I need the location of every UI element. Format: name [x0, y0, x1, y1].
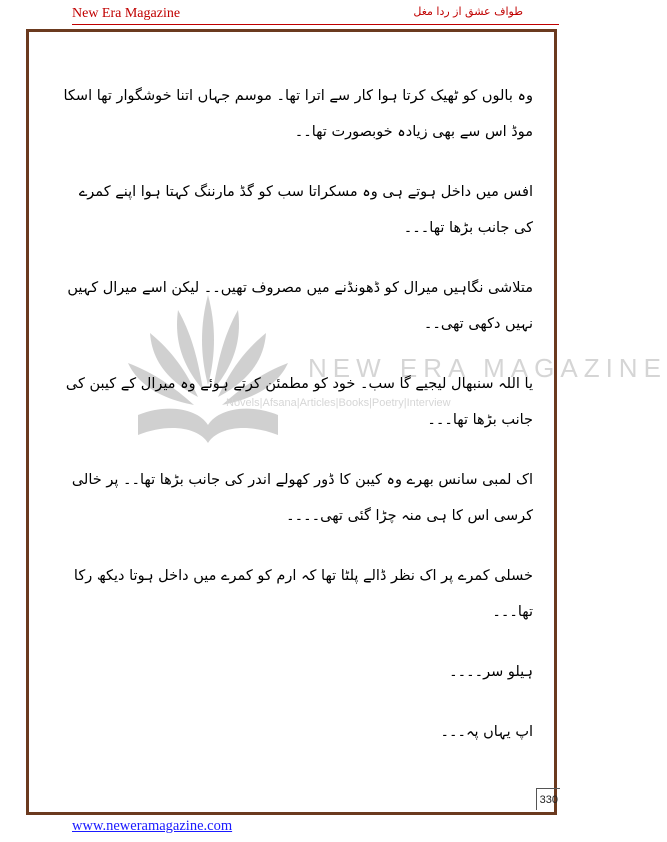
website-link[interactable]: www.neweramagazine.com [72, 818, 233, 834]
paragraph: اپ یہاں پہ۔۔۔ [440, 724, 533, 740]
page-number: 330 [536, 788, 560, 810]
paragraph: متلاشی نگاہیں میرال کو ڈھونڈنے میں مصروف تھیں۔۔ لیکن اسے میرال کہیں نہیں دکھی تھی۔۔ [67, 280, 533, 332]
story-title: طواف عشق از ردا مغل [413, 5, 523, 18]
paragraph: وہ بالوں کو ٹھیک کرتا ہوا کار سے اترا تھا۔ موسم جہاں اتنا خوشگوار تھا اسکا موڈ اس سے بھی زیادہ خوبصورت تھا۔۔ [63, 88, 533, 140]
header-rule [72, 24, 559, 25]
paragraph: افس میں داخل ہوتے ہی وہ مسکراتا سب کو گڈ مارننگ کہتا ہوا اپنے کمرے کی جانب بڑھا تھا۔۔۔ [78, 184, 533, 236]
paragraph: خسلی کمرے پر اک نظر ڈالے پلٹا تھا کہ ارم کو کمرے میں داخل ہوتا دیکھ رکا تھا۔۔۔ [73, 568, 533, 620]
watermark-tagline: Novels|Afsana|Articles|Books|Poetry|Interview [226, 397, 451, 409]
paragraph: اک لمبی سانس بھرے وہ کیبن کا ڈور کھولے اندر کی جانب بڑھا تھا۔۔ پر خالی کرسی اس کا ہی منہ چڑا گئی تھی۔۔۔۔ [71, 472, 533, 524]
story-body [62, 78, 533, 774]
paragraph: ہیلو سر۔۔۔۔ [449, 664, 533, 680]
paragraph: یا اللہ سنبھال لیجیے گا سب۔ خود کو مطمئن کرتے ہوئے وہ میرال کے کیبن کی جانب بڑھا تھا۔۔۔ [65, 376, 533, 428]
watermark-brand: NEW ERA MAGAZINE [308, 353, 667, 383]
magazine-name: New Era Magazine [72, 6, 181, 21]
